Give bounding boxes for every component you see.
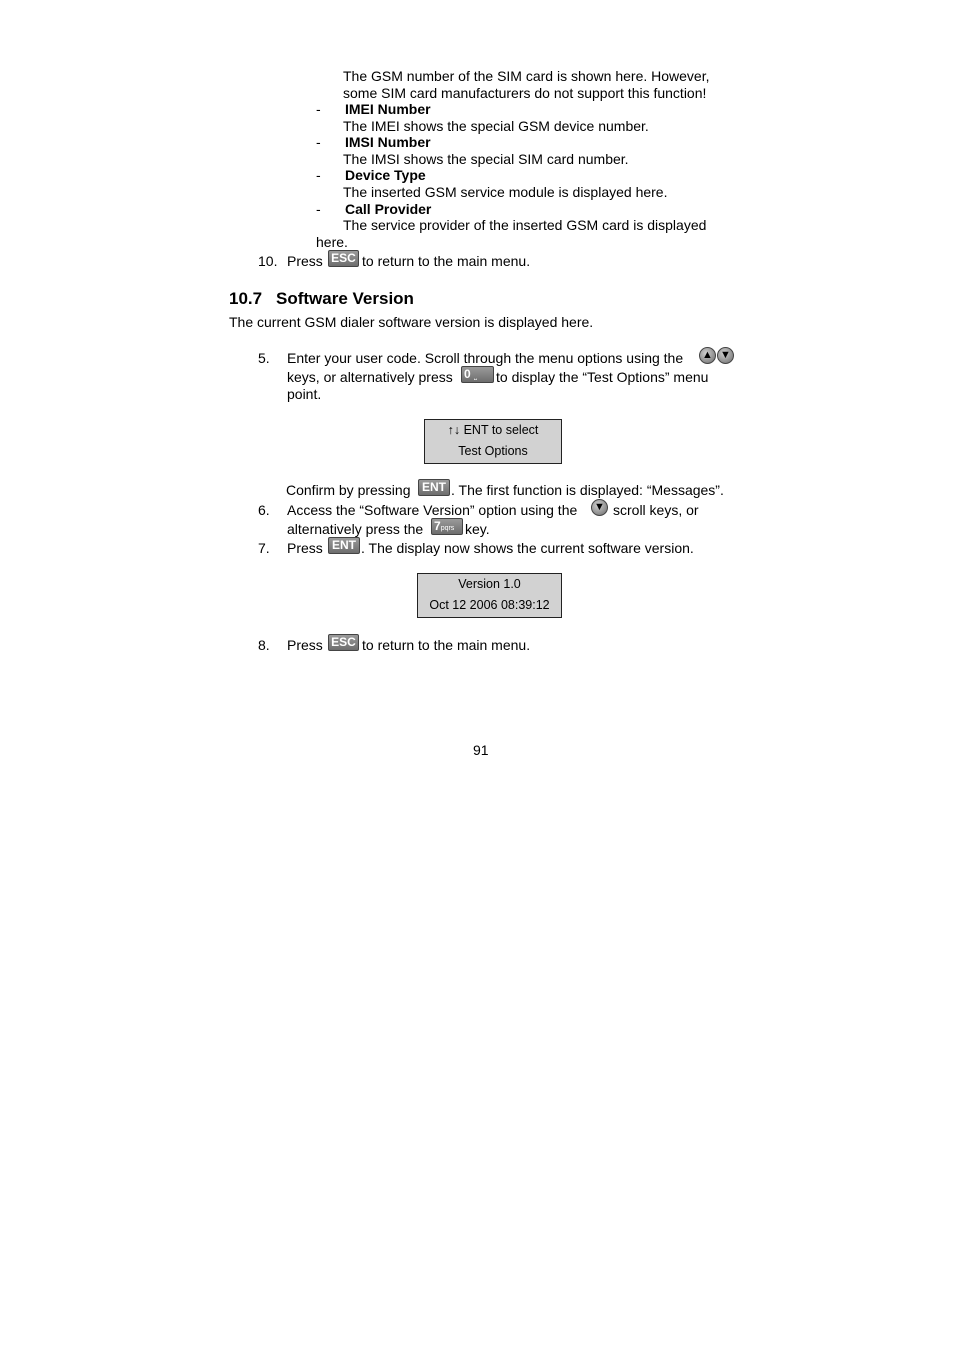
up-arrow-key-icon: ▲ xyxy=(699,347,716,364)
bullet-title-device-type: Device Type xyxy=(345,167,426,183)
down-arrow-key-icon: ▼ xyxy=(591,499,608,516)
step-text: . The display now shows the current software version. xyxy=(361,540,694,556)
step-text: Press xyxy=(287,637,323,653)
zero-key-label: 0 xyxy=(464,367,471,381)
bullet-dash: - xyxy=(316,101,321,117)
step-text: to return to the main menu. xyxy=(362,637,531,653)
step-text: key. xyxy=(465,521,490,537)
esc-key-icon: ESC xyxy=(328,250,359,267)
display-software-version xyxy=(417,573,562,618)
step-text: scroll keys, or xyxy=(613,502,699,518)
down-arrow-key-icon: ▼ xyxy=(717,347,734,364)
bullet-title-imsi: IMSI Number xyxy=(345,134,431,150)
gsm-number-text-1: The GSM number of the SIM card is shown here. However, xyxy=(343,68,710,84)
bullet-desc-device-type: The inserted GSM service module is displayed here. xyxy=(343,184,668,200)
step-number: 10. xyxy=(258,253,278,269)
bullet-title-imei: IMEI Number xyxy=(345,101,431,117)
step-text: Press xyxy=(287,540,323,556)
ent-key-icon: ENT xyxy=(418,479,450,496)
step-text: to display the “Test Options” menu xyxy=(496,369,709,385)
seven-key-sublabel: pqrs xyxy=(440,525,455,532)
display-line-1: ↑↓ ENT to select xyxy=(447,423,539,437)
step-number: 7. xyxy=(258,540,270,556)
confirm-text: Confirm by pressing xyxy=(286,482,411,498)
step-number: 8. xyxy=(258,637,270,653)
confirm-text: . The first function is displayed: “Messages”. xyxy=(451,482,724,498)
page-number: 91 xyxy=(473,742,489,758)
seven-key-label: 7 xyxy=(434,519,441,533)
gsm-number-text-2: some SIM card manufacturers do not support this function! xyxy=(343,85,707,101)
step-number: 5. xyxy=(258,350,270,366)
zero-key-sublabel: ⎵ xyxy=(474,373,477,380)
step-text: Enter your user code. Scroll through the menu options using the xyxy=(287,350,684,366)
bullet-dash: - xyxy=(316,134,321,150)
step-text: keys, or alternatively press xyxy=(287,369,453,385)
section-title: Software Version xyxy=(276,289,414,308)
step-text: Press xyxy=(287,253,323,269)
bullet-dash: - xyxy=(316,167,321,183)
bullet-desc-imei: The IMEI shows the special GSM device number. xyxy=(343,118,649,134)
section-intro: The current GSM dialer software version is displayed here. xyxy=(229,314,594,330)
seven-key-icon xyxy=(431,518,463,535)
step-text: Access the “Software Version” option using the xyxy=(287,502,578,518)
display-test-options xyxy=(424,419,562,464)
bullet-desc-imsi: The IMSI shows the special SIM card number. xyxy=(343,151,629,167)
step-text: point. xyxy=(287,386,322,402)
step-text: to return to the main menu. xyxy=(362,253,531,269)
bullet-title-call-provider: Call Provider xyxy=(345,201,432,217)
display-line-1: Version 1.0 xyxy=(458,577,521,591)
step-number: 6. xyxy=(258,502,270,518)
step-text: alternatively press the xyxy=(287,521,424,537)
zero-key-icon xyxy=(461,366,494,383)
display-line-2: Oct 12 2006 08:39:12 xyxy=(429,598,550,612)
ent-key-icon: ENT xyxy=(328,537,360,554)
bullet-desc-call-provider: The service provider of the inserted GSM card is displayed xyxy=(343,217,707,233)
bullet-dash: - xyxy=(316,201,321,217)
section-number: 10.7 xyxy=(229,289,263,308)
bullet-desc-call-provider-cont: here. xyxy=(316,234,348,250)
esc-key-icon: ESC xyxy=(328,634,359,651)
display-line-2: Test Options xyxy=(458,444,528,458)
